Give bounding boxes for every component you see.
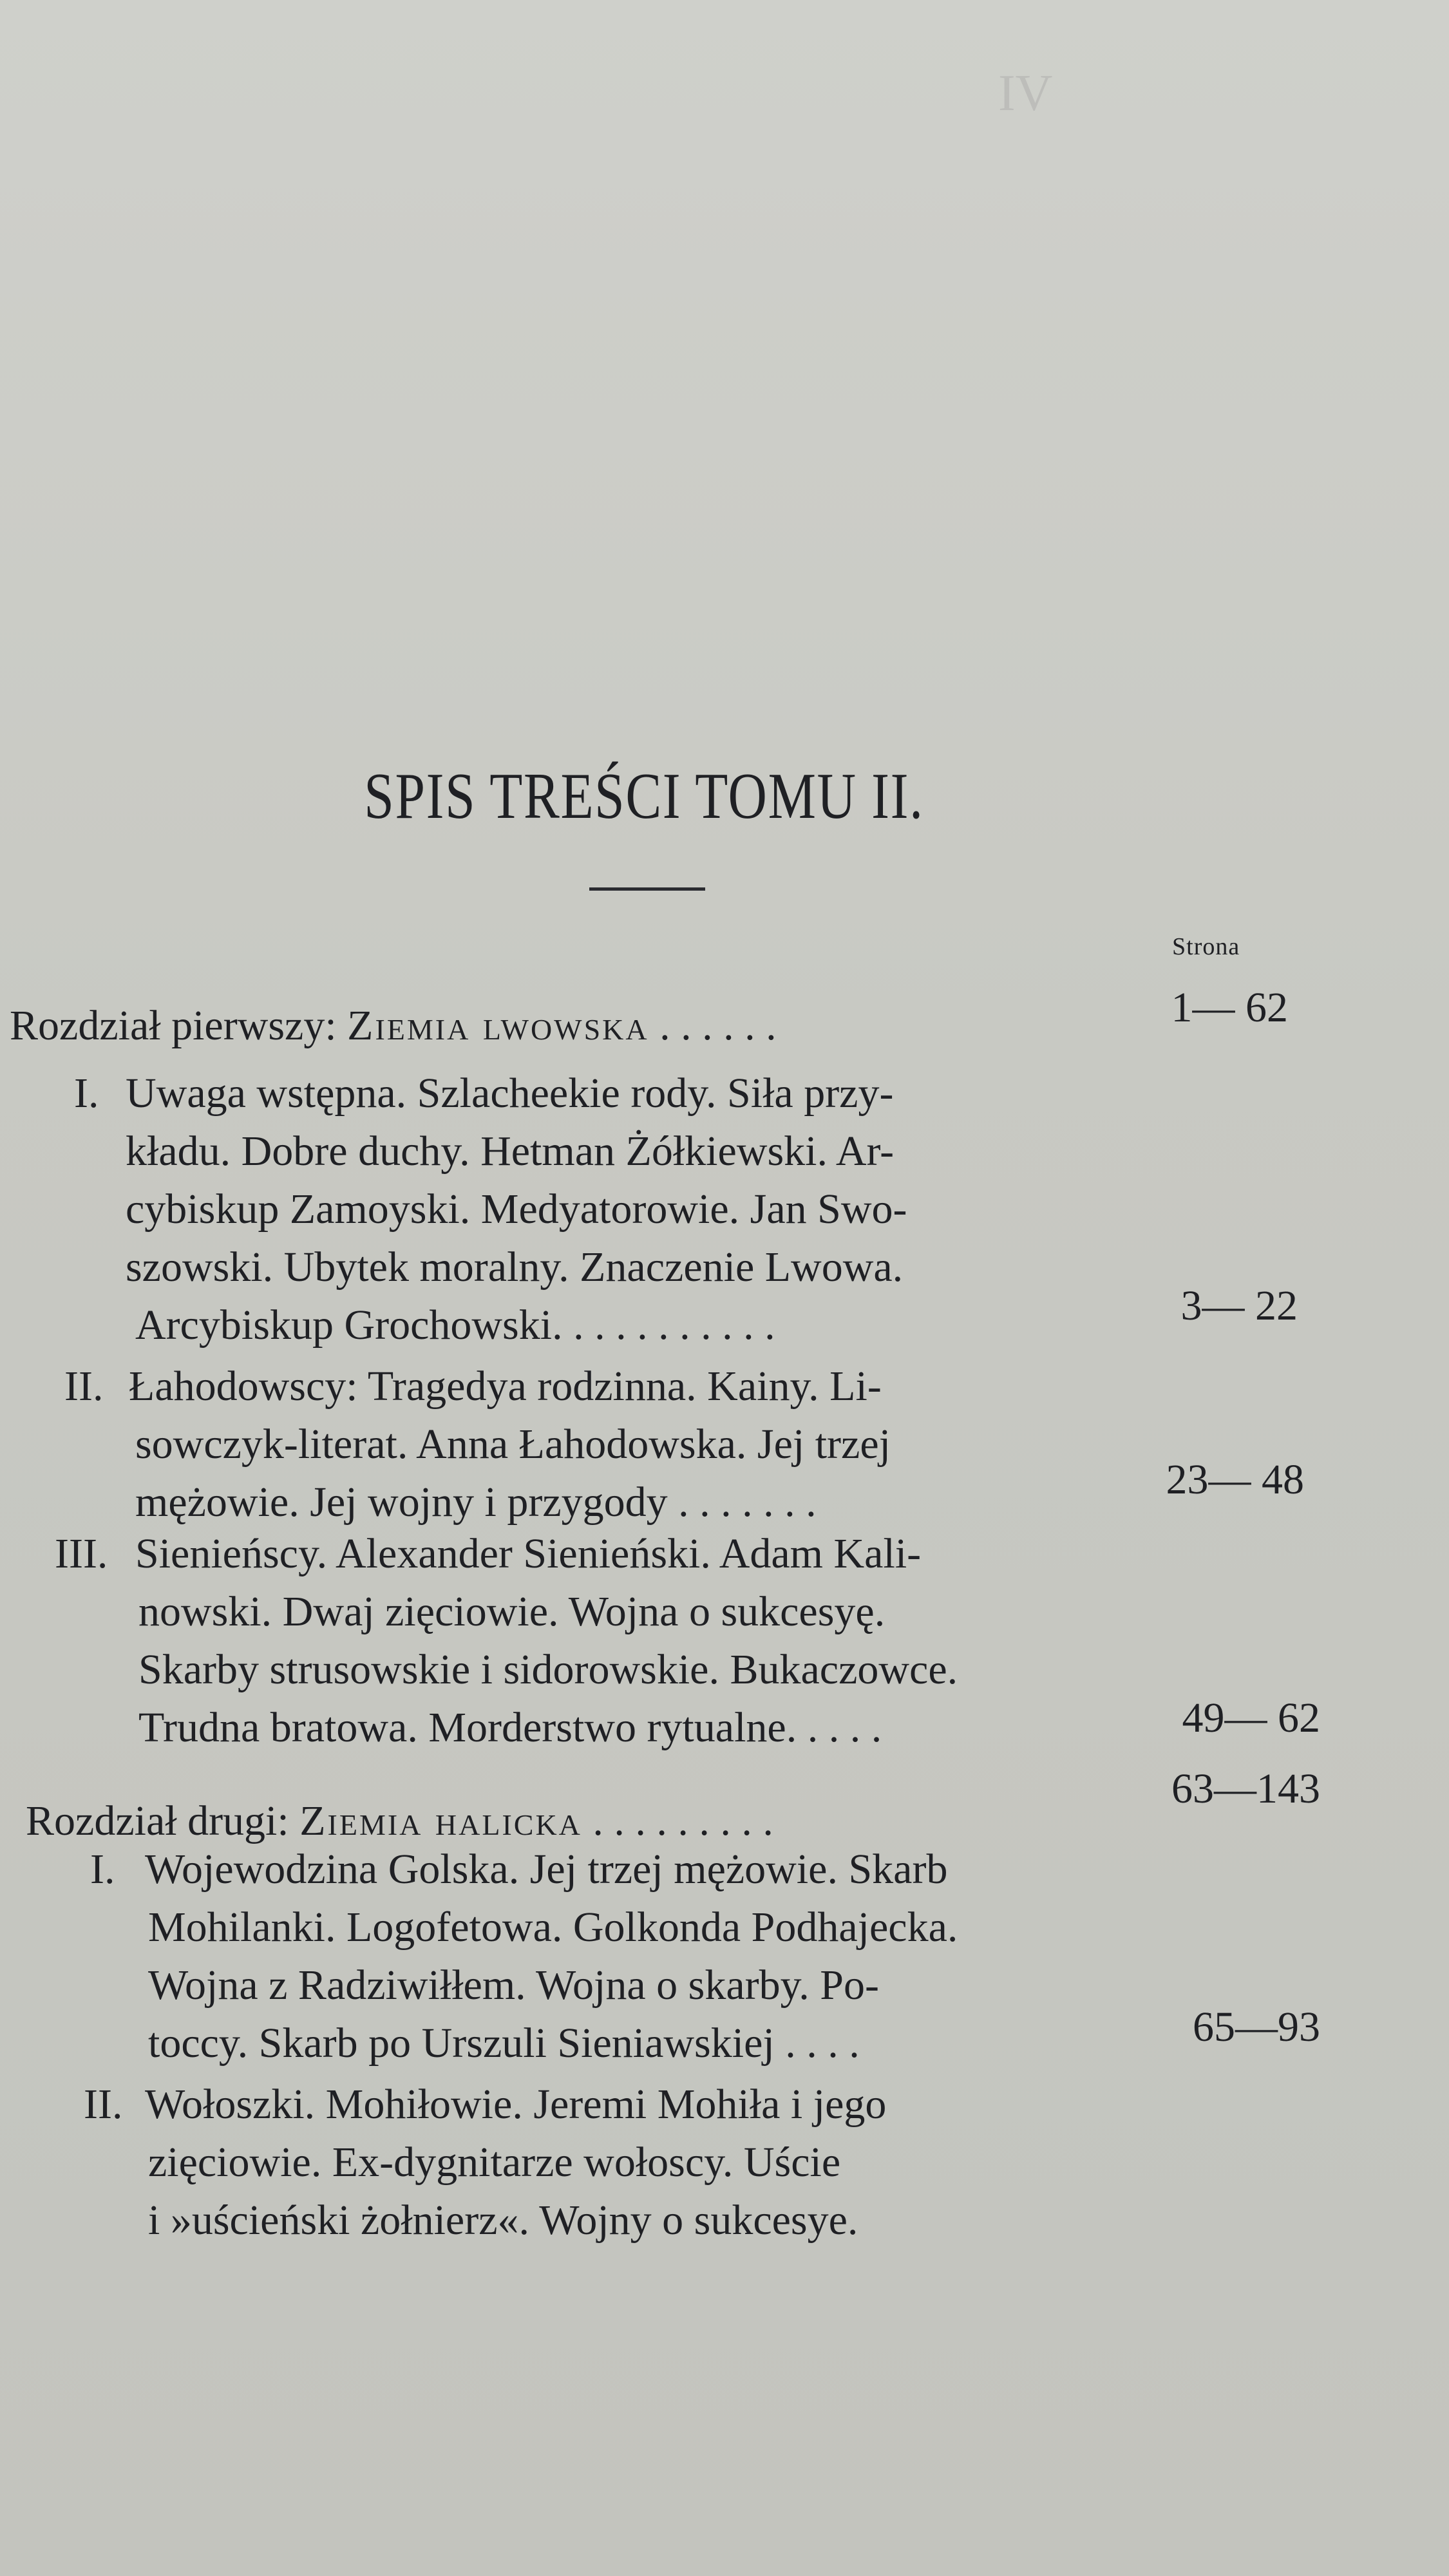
section-line: Uwaga wstępna. Szlacheekie rody. Siła przy- — [126, 1070, 894, 1117]
section-line: zięciowie. Ex-dygnitarze wołoscy. Uście — [148, 2139, 841, 2186]
section-numeral: I. — [90, 1846, 115, 1893]
section-line: szowski. Ubytek moralny. Znaczenie Lwowa. — [126, 1244, 904, 1291]
title-rule — [589, 887, 705, 891]
section-numeral: II. — [84, 2081, 123, 2128]
section-numeral: III. — [55, 1530, 108, 1577]
leader-dots: . . . . . . . . . — [582, 1797, 773, 1844]
chapter-label: Rozdział pierwszy: — [10, 1002, 337, 1049]
section-line: Skarby strusowskie i sidorowskie. Bukaczowce. — [138, 1646, 958, 1693]
section-line: Wojewodzina Golska. Jej trzej mężowie. Skarb — [145, 1846, 948, 1893]
chapter-pages: 1— 62 — [1171, 984, 1288, 1031]
section-pages: 49— 62 — [1182, 1694, 1320, 1741]
chapter-heading — [26, 1797, 773, 1844]
chapter-heading — [10, 1002, 777, 1049]
section-line: sowczyk-literat. Anna Łahodowska. Jej trzej — [135, 1421, 891, 1468]
bleed-through-mark: IV — [998, 65, 1053, 122]
section-numeral: I. — [74, 1070, 99, 1117]
chapter-name: Ziemia lwowska — [347, 1002, 649, 1049]
section-line: toccy. Skarb po Urszuli Sieniawskiej . . . . — [148, 2020, 860, 2067]
section-pages: 3— 22 — [1180, 1282, 1298, 1329]
section-line: Łahodowscy: Tragedya rodzinna. Kainy. Li- — [129, 1363, 882, 1410]
section-line: Sienieńscy. Alexander Sienieński. Adam Kali- — [135, 1530, 922, 1577]
section-line: Trudna bratowa. Morderstwo rytualne. . . . . — [138, 1704, 882, 1751]
page-title: SPIS TREŚCI TOMU II. — [364, 760, 924, 833]
section-line: mężowie. Jej wojny i przygody . . . . . . . — [135, 1479, 817, 1526]
section-pages: 65—93 — [1193, 2003, 1320, 2050]
chapter-name: Ziemia halicka — [299, 1797, 582, 1844]
section-line: nowski. Dwaj zięciowie. Wojna o sukcesyę. — [138, 1588, 886, 1635]
section-numeral: II. — [64, 1363, 104, 1410]
chapter-pages: 63—143 — [1171, 1765, 1320, 1812]
section-line: Mohilanki. Logofetowa. Golkonda Podhajecka. — [148, 1904, 958, 1951]
section-line: Arcybiskup Grochowski. . . . . . . . . . . — [135, 1302, 775, 1349]
section-pages: 23— 48 — [1166, 1456, 1304, 1503]
section-line: kładu. Dobre duchy. Hetman Żółkiewski. Ar- — [126, 1128, 895, 1175]
leader-dots: . . . . . . — [649, 1002, 777, 1049]
section-line: Wołoszki. Mohiłowie. Jeremi Mohiła i jego — [145, 2081, 887, 2128]
section-line: Wojna z Radziwiłłem. Wojna o skarby. Po- — [148, 1962, 879, 2009]
section-line: cybiskup Zamoyski. Medyatorowie. Jan Swo- — [126, 1186, 907, 1233]
chapter-label: Rozdział drugi: — [26, 1797, 289, 1844]
section-line: i »uścieński żołnierz«. Wojny o sukcesye. — [148, 2197, 858, 2244]
page-column-header: Strona — [1172, 933, 1240, 960]
